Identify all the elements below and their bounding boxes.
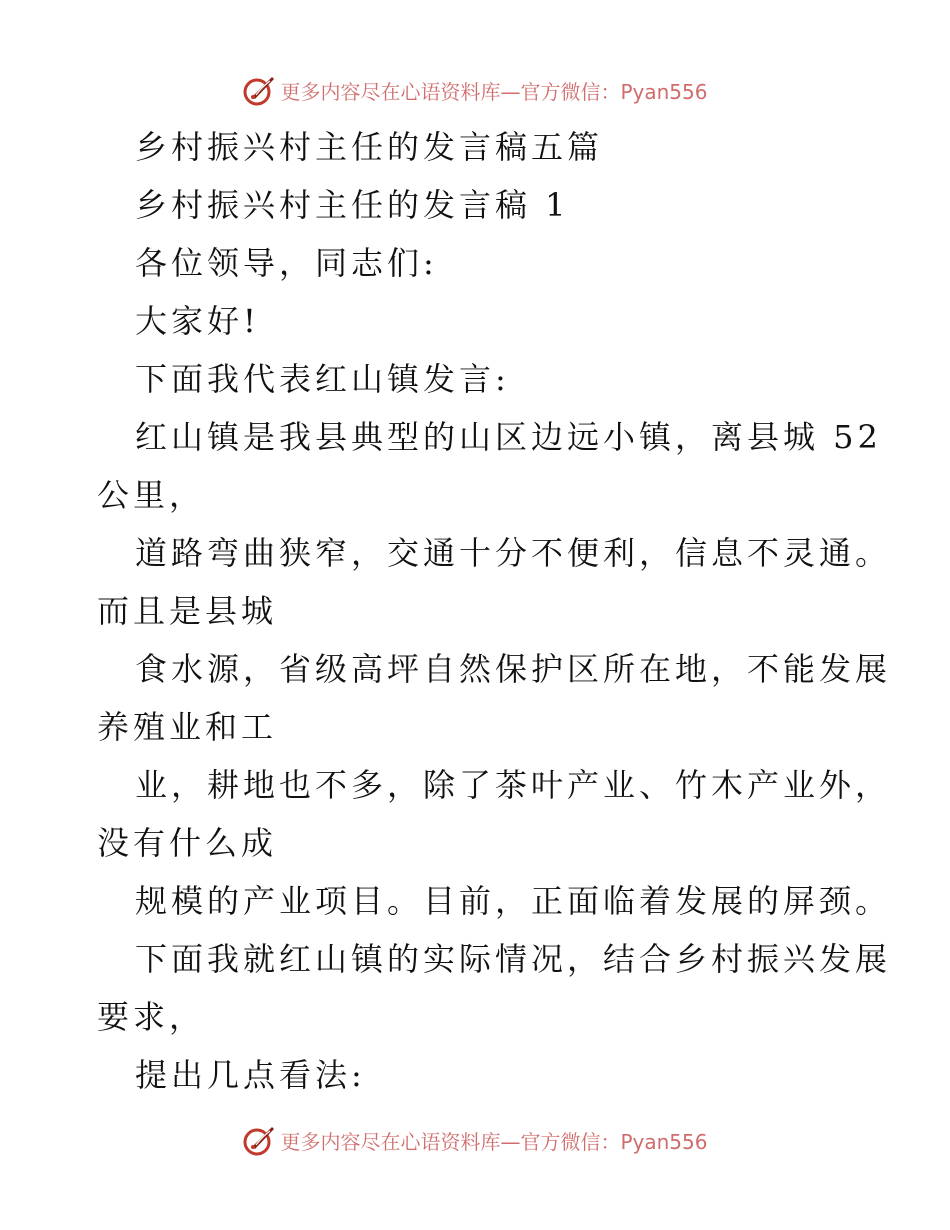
paragraph-line: 食水源，省级高坪自然保护区所在地，不能发展 <box>135 650 892 688</box>
paragraph-line: 公里， <box>97 476 206 514</box>
paragraph-line: 大家好! <box>135 302 260 340</box>
paragraph-line: 下面我代表红山镇发言: <box>135 360 510 398</box>
paragraph-line: 没有什么成 <box>97 824 278 862</box>
paragraph-line: 各位领导，同志们: <box>135 244 438 282</box>
paragraph-line: 下面我就红山镇的实际情况，结合乡村振兴发展 <box>135 940 892 978</box>
paragraph-line: 提出几点看法: <box>135 1056 366 1094</box>
section-heading: 乡村振兴村主任的发言稿 1 <box>135 186 570 224</box>
document-body <box>97 118 892 1104</box>
footer-banner <box>0 1120 950 1160</box>
quill-pen-logo-icon <box>242 1123 276 1157</box>
paragraph-line: 道路弯曲狭窄，交通十分不便利，信息不灵通。 <box>135 534 892 572</box>
footer-banner-text: 更多内容尽在心语资料库—官方微信：Pyan556 <box>280 1129 708 1154</box>
paragraph-line: 业，耕地也不多，除了茶叶产业、竹木产业外， <box>135 766 892 804</box>
document-title: 乡村振兴村主任的发言稿五篇 <box>135 128 604 166</box>
paragraph-line: 而且是县城 <box>97 592 278 630</box>
quill-pen-logo-icon <box>242 73 276 107</box>
header-banner <box>0 70 950 110</box>
paragraph-line: 规模的产业项目。目前，正面临着发展的屏颈。 <box>135 882 892 920</box>
paragraph-line: 红山镇是我县典型的山区边远小镇，离县城 52 <box>135 418 882 456</box>
paragraph-line: 养殖业和工 <box>97 708 278 746</box>
header-banner-text: 更多内容尽在心语资料库—官方微信：Pyan556 <box>280 79 708 104</box>
paragraph-line: 要求， <box>97 998 206 1036</box>
